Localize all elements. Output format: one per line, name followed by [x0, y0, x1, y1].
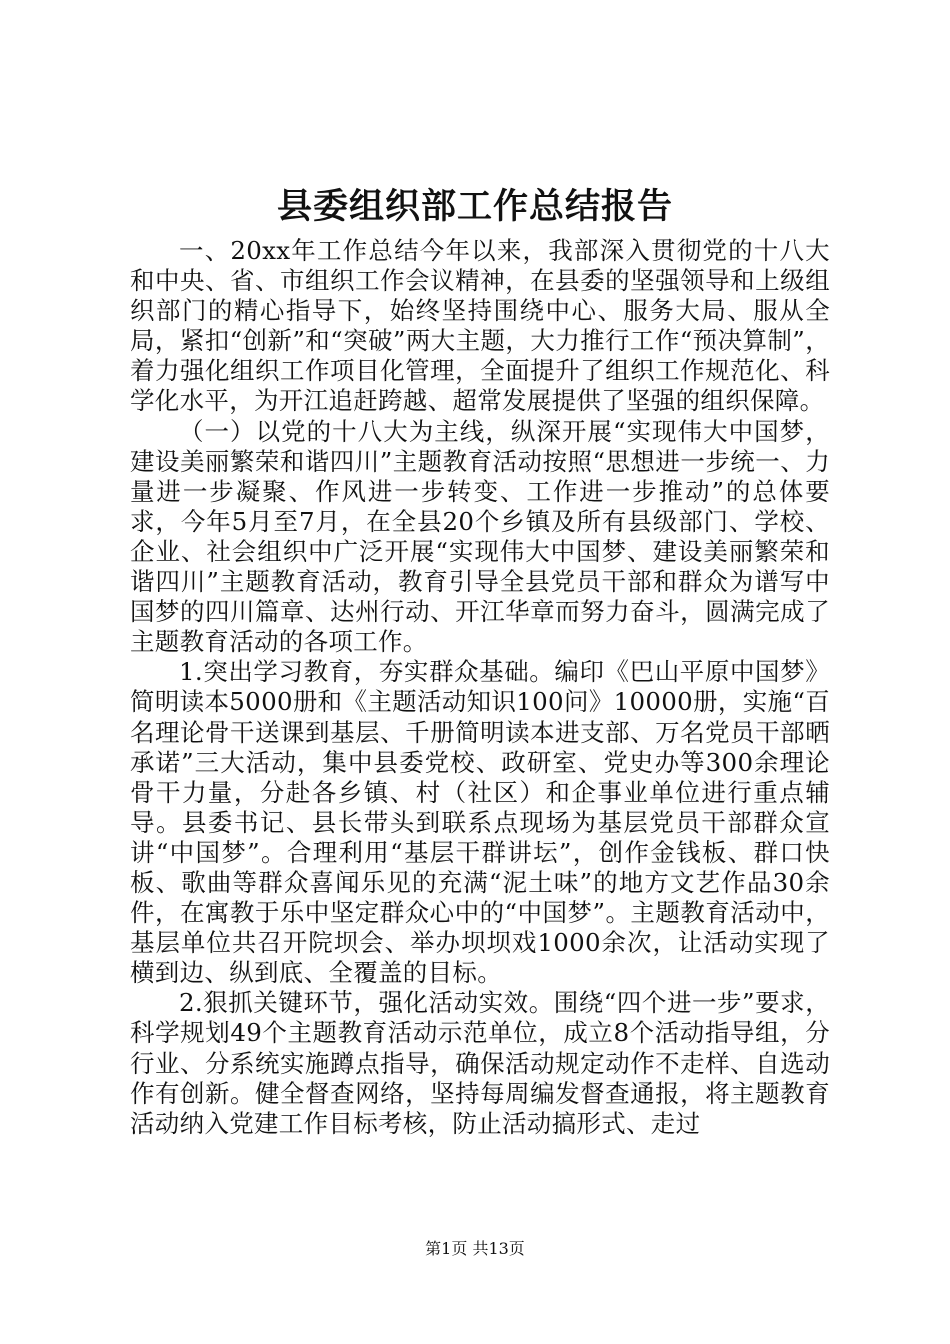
document-title: 县委组织部工作总结报告 [276, 186, 673, 227]
page-number-footer: 第1页 共13页 [425, 1239, 525, 1258]
paragraph-section-1: （一）以党的十八大为主线，纵深开展“实现伟大中国梦，建设美丽繁荣和谐四川”主题教育活动按照“思想进一步统一、力量进一步凝聚、作风进一步转变、工作进一步推动”的总体要求，今年5月至7月，在全县20个乡镇及所有县级部门、学校、企业、社会组织中广泛开展“实现伟大中国梦、建设美丽繁荣和谐四川”主题教育活动，教育引导全县党员干部和群众为谱写中国梦的四川篇章、达州行动、开江华章而努力奋斗，圆满完成了主题教育活动的各项工作。 [130, 416, 830, 657]
paragraph-summary-intro: 一、20xx年工作总结今年以来，我部深入贯彻党的十八大和中央、省、市组织工作会议精神，在县委的坚强领导和上级组织部门的精心指导下，始终坚持围绕中心、服务大局、服从全局，紧扣“创新”和“突破”两大主题，大力推行工作“预决算制”，着力强化组织工作项目化管理，全面提升了组织工作规范化、科学化水平，为开江追赶跨越、超常发展提供了坚强的组织保障。 [130, 236, 830, 416]
document-body [130, 236, 830, 1139]
paragraph-item-1: 1.突出学习教育，夯实群众基础。编印《巴山平原中国梦》简明读本5000册和《主题活动知识100问》10000册，实施“百名理论骨干送课到基层、千册简明读本进支部、万名党员干部晒承诺”三大活动，集中县委党校、政研室、党史办等300余理论骨干力量，分赴各乡镇、村（社区）和企事业单位进行重点辅导。县委书记、县长带头到联系点现场为基层党员干部群众宣讲“中国梦”。合理利用“基层干群讲坛”，创作金钱板、群口快板、歌曲等群众喜闻乐见的充满“泥土味”的地方文艺作品30余件，在寓教于乐中坚定群众心中的“中国梦”。主题教育活动中，基层单位共召开院坝会、举办坝坝戏1000余次，让活动实现了横到边、纵到底、全覆盖的目标。 [130, 657, 830, 988]
paragraph-item-2: 2.狠抓关键环节，强化活动实效。围绕“四个进一步”要求，科学规划49个主题教育活动示范单位，成立8个活动指导组，分行业、分系统实施蹲点指导，确保活动规定动作不走样、自选动作有创新。健全督查网络，坚持每周编发督查通报，将主题教育活动纳入党建工作目标考核，防止活动搞形式、走过 [130, 988, 830, 1138]
